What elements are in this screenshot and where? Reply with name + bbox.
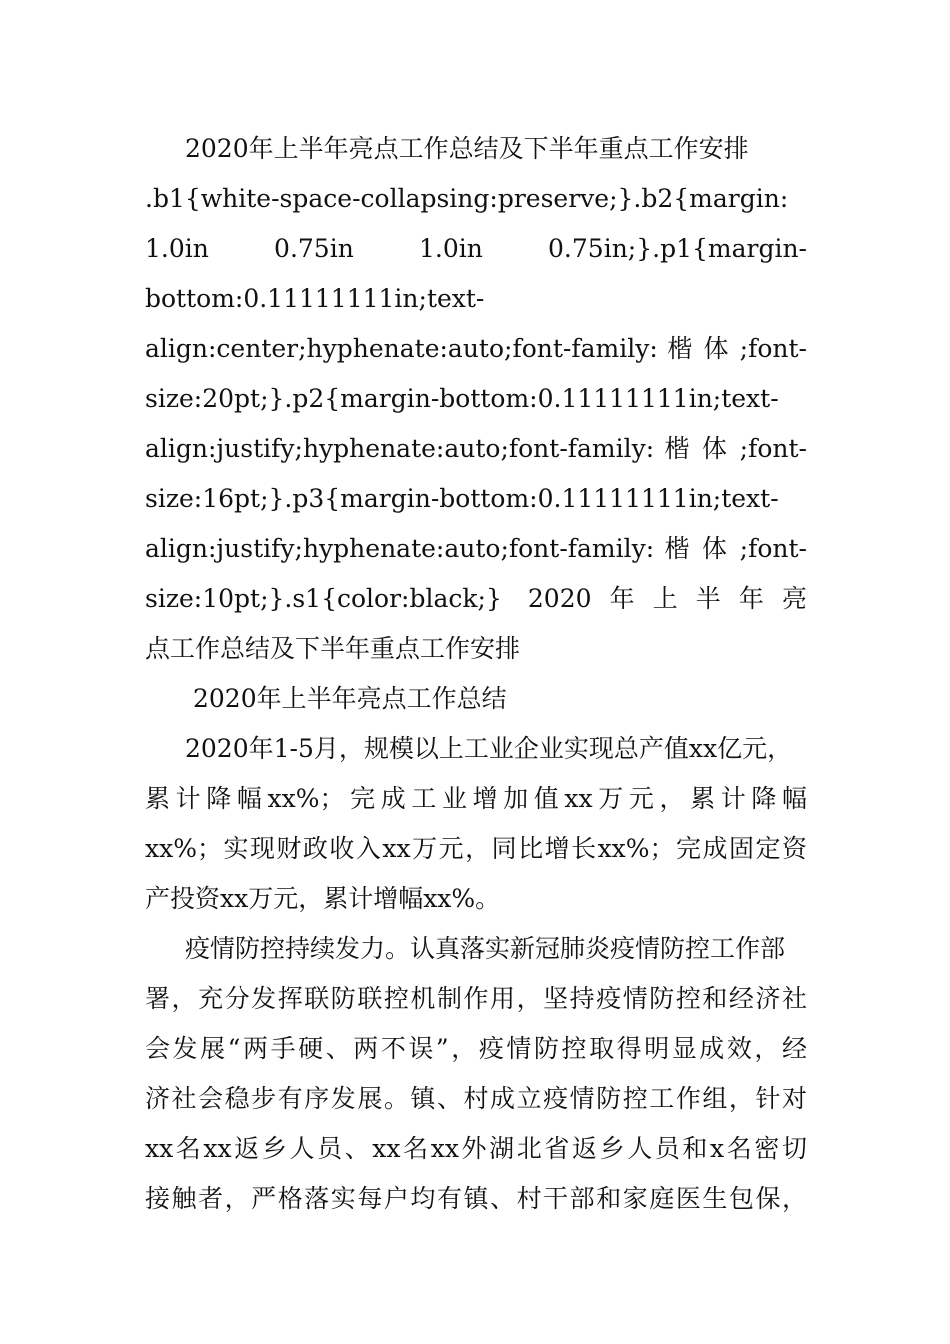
repeated-title-line: 点工作总结及下半年重点工作安排 — [145, 634, 521, 663]
body-text-line: xx%；实现财政收入xx万元，同比增长xx%；完成固定资 — [145, 834, 807, 863]
css-text-line: align:justify;hyphenate:auto;font-family: 楷 体 ;font- — [145, 534, 807, 563]
css-text-line: align:justify;hyphenate:auto;font-family: 楷 体 ;font- — [145, 434, 807, 463]
document-page — [145, 124, 807, 1224]
section-heading: 2020年上半年亮点工作总结 — [193, 684, 507, 713]
css-text-line: align:center;hyphenate:auto;font-family: 楷 体 ;font- — [145, 334, 807, 363]
body-text-line: 会发展“两手硬、两不误”，疫情防控取得明显成效，经 — [145, 1034, 807, 1063]
css-text-line: 1.0in 0.75in 1.0in 0.75in;}.p1{margin- — [145, 234, 807, 263]
body-text-line: 累计降幅xx%；完成工业增加值xx万元，累计降幅 — [145, 784, 807, 813]
css-text-line: size:10pt;}.s1{color:black;} 2020年上半年亮 — [145, 584, 807, 613]
document-title-line: 2020年上半年亮点工作总结及下半年重点工作安排 — [185, 134, 749, 163]
body-text-line: 疫情防控持续发力。认真落实新冠肺炎疫情防控工作部 — [185, 934, 786, 963]
css-text-line: size:20pt;}.p2{margin-bottom:0.11111111in;text- — [145, 384, 779, 413]
body-text-line: xx名xx返乡人员、xx名xx外湖北省返乡人员和x名密切 — [145, 1134, 807, 1163]
body-text-line: 署，充分发挥联防联控机制作用，坚持疫情防控和经济社 — [145, 984, 807, 1013]
css-text-line: .b1{white-space-collapsing:preserve;}.b2{margin: — [145, 184, 789, 213]
css-text-line: bottom:0.11111111in;text- — [145, 284, 485, 313]
body-text-line: 2020年1-5月，规模以上工业企业实现总产值xx亿元， — [185, 734, 793, 763]
css-text-line: size:16pt;}.p3{margin-bottom:0.11111111in;text- — [145, 484, 779, 513]
body-text-line: 产投资xx万元，累计增幅xx%。 — [145, 884, 501, 913]
body-text-line: 接触者，严格落实每户均有镇、村干部和家庭医生包保， — [145, 1184, 807, 1213]
body-text-line: 济社会稳步有序发展。镇、村成立疫情防控工作组，针对 — [145, 1084, 807, 1113]
